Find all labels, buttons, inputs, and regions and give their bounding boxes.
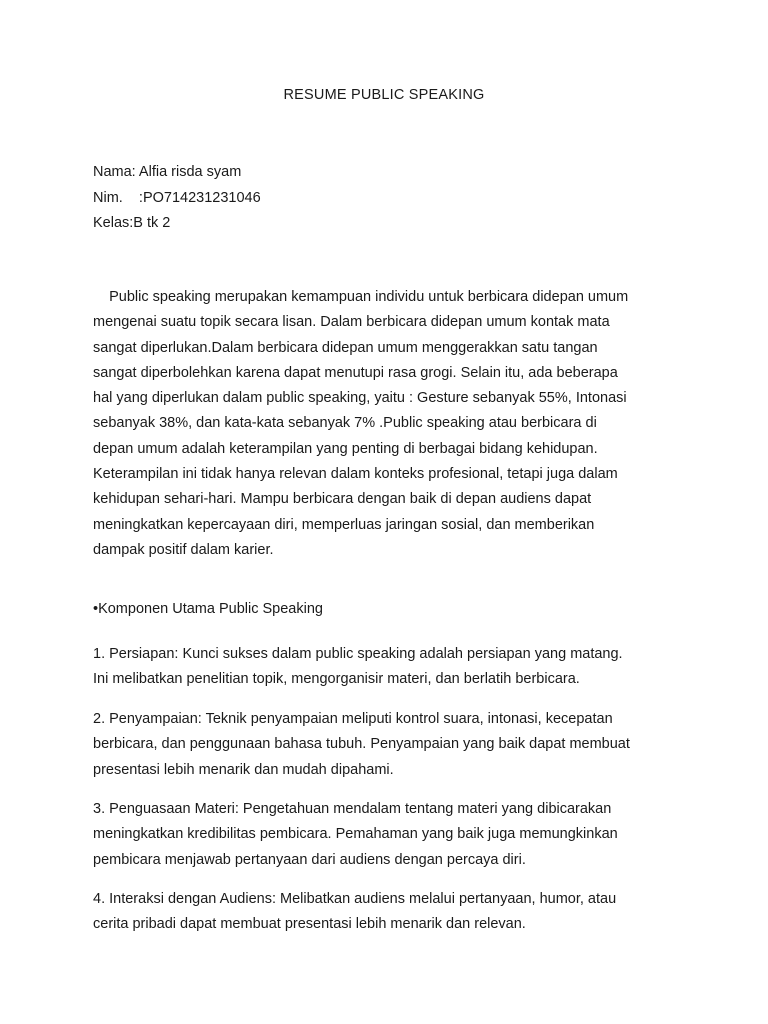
paragraph-line: meningkatkan kepercayaan diri, memperluas jaringan sosial, dan memberikan [93,516,595,533]
paragraph-line: depan umum adalah keterampilan yang penting di berbagai bidang kehidupan. [93,440,598,457]
item-line: berbicara, dan penggunaan bahasa tubuh. Penyampaian yang baik dapat membuat [93,736,630,753]
student-nim: Nim. :PO714231231046 [93,189,261,206]
paragraph-line: mengenai suatu topik secara lisan. Dalam berbicara didepan umum kontak mata [93,314,610,331]
list-item-persiapan [93,642,693,693]
item-line: presentasi lebih menarik dan mudah dipahami. [93,761,394,778]
list-item-interaksi [93,887,693,938]
item-line: pembicara menjawab pertanyaan dari audiens dengan percaya diri. [93,851,526,868]
document-title: RESUME PUBLIC SPEAKING [283,87,485,103]
section-heading: •Komponen Utama Public Speaking [93,601,323,617]
item-line: 2. Penyampaian: Teknik penyampaian meliputi kontrol suara, intonasi, kecepatan [93,711,613,727]
item-line: 4. Interaksi dengan Audiens: Melibatkan audiens melalui pertanyaan, humor, atau [93,891,617,907]
paragraph-line: sebanyak 38%, dan kata-kata sebanyak 7% .Public speaking atau berbicara di [93,415,597,432]
student-class: Kelas:B tk 2 [93,215,171,231]
paragraph-line: dampak positif dalam karier. [93,541,274,558]
paragraph-line: Keterampilan ini tidak hanya relevan dalam konteks profesional, tetapi juga dalam [93,466,618,483]
intro-paragraph [93,285,693,563]
student-info [93,160,261,237]
student-name: Nama: Alfia risda syam [93,164,242,180]
item-line: Ini melibatkan penelitian topik, mengorganisir materi, dan berlatih berbicara. [93,671,580,688]
item-line: 1. Persiapan: Kunci sukses dalam public speaking adalah persiapan yang matang. [93,646,623,662]
paragraph-line: hal yang diperlukan dalam public speaking, yaitu : Gesture sebanyak 55%, Intonasi [93,390,627,407]
paragraph-line: sangat diperbolehkan karena dapat menutupi rasa grogi. Selain itu, ada beberapa [93,364,618,381]
list-item-penyampaian [93,707,693,783]
paragraph-line: kehidupan sehari-hari. Mampu berbicara dengan baik di depan audiens dapat [93,491,592,508]
item-line: cerita pribadi dapat membuat presentasi lebih menarik dan relevan. [93,916,526,933]
item-line: 3. Penguasaan Materi: Pengetahuan mendalam tentang materi yang dibicarakan [93,801,612,817]
paragraph-line: sangat diperlukan.Dalam berbicara didepan umum menggerakkan satu tangan [93,339,598,356]
list-item-penguasaan-materi [93,797,693,873]
item-line: meningkatkan kredibilitas pembicara. Pemahaman yang baik juga memungkinkan [93,826,618,843]
paragraph-line: Public speaking merupakan kemampuan individu untuk berbicara didepan umum [93,289,629,305]
